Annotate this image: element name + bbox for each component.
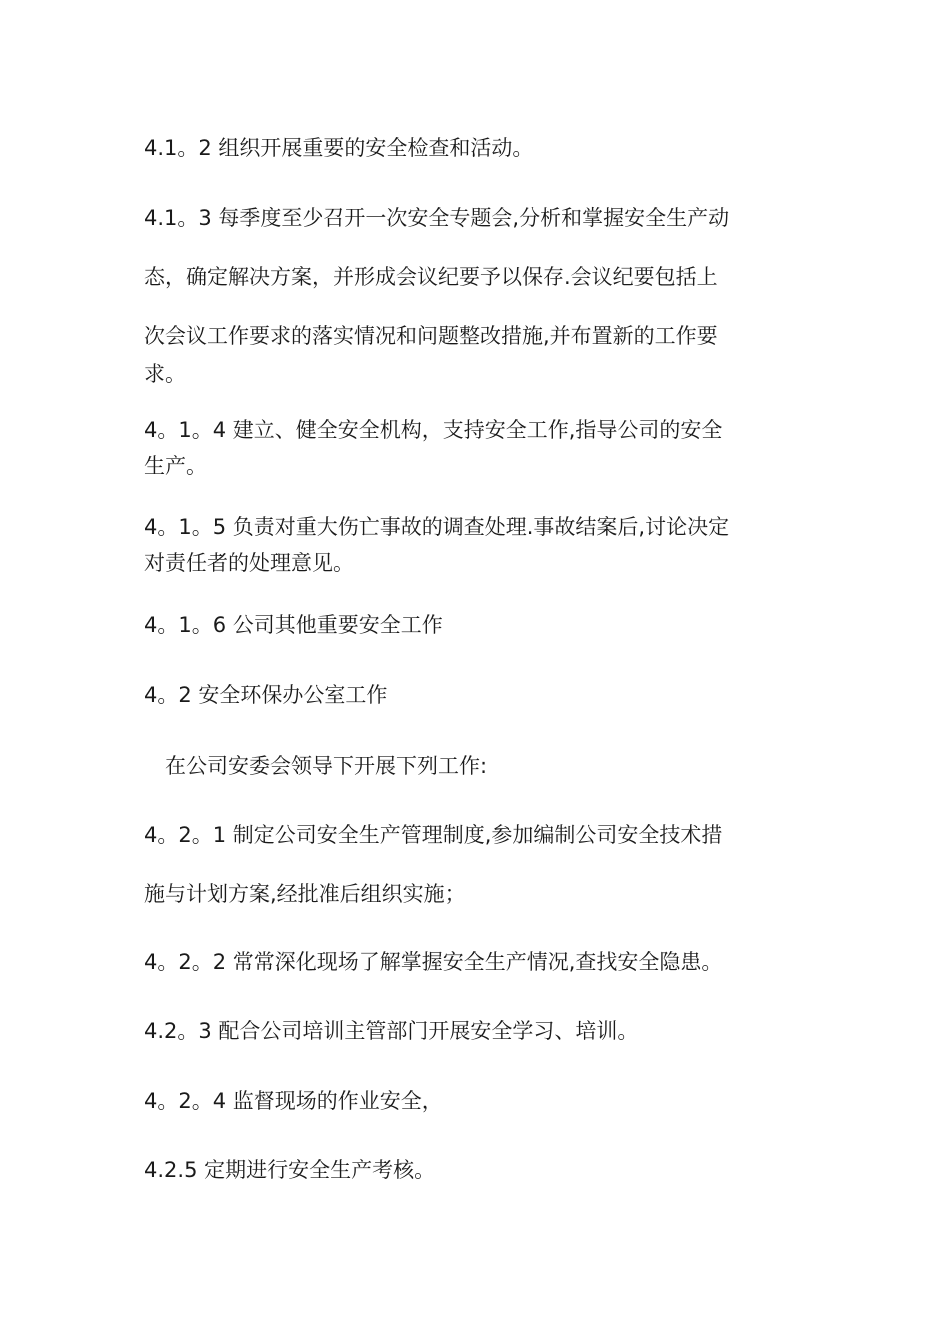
text-line: 4。1。6 公司其他重要安全工作 (144, 613, 443, 637)
paragraph-4-1-3-end (144, 364, 814, 385)
text-line: 求。 (144, 362, 186, 386)
paragraph-4-2-1 (144, 825, 814, 905)
paragraph-4-1-2 (144, 138, 814, 159)
paragraph-4-1-5 (144, 517, 814, 574)
paragraph-4-1-6 (144, 615, 814, 636)
text-line: 态，确定解决方案，并形成会议纪要予以保存.会议纪要包括上 (144, 265, 718, 289)
text-line: 4.2。3 配合公司培训主管部门开展安全学习、培训。 (144, 1019, 639, 1043)
text-line: 4。2。2 常常深化现场了解掌握安全生产情况,查找安全隐患。 (144, 950, 723, 974)
text-line: 生产。 (144, 454, 207, 478)
text-line: 4.1。3 每季度至少召开一次安全专题会,分析和掌握安全生产动 (144, 206, 730, 230)
paragraph-4-1-3 (144, 208, 814, 347)
text-line: 4.2.5 定期进行安全生产考核。 (144, 1158, 436, 1182)
text-line: 4。2。1 制定公司安全生产管理制度,参加编制公司安全技术措 (144, 823, 723, 847)
text-line: 4。1。4 建立、健全安全机构，支持安全工作,指导公司的安全 (144, 418, 723, 442)
text-line: 4。2。4 监督现场的作业安全， (144, 1089, 443, 1113)
paragraph-4-1-4 (144, 420, 814, 477)
paragraph-4-2-3 (144, 1021, 814, 1042)
text-line: 次会议工作要求的落实情况和问题整改措施,并布置新的工作要 (144, 324, 718, 348)
text-line: 4.1。2 组织开展重要的安全检查和活动。 (144, 136, 534, 160)
text-line: 在公司安委会领导下开展下列工作: (165, 754, 488, 778)
paragraph-4-2-2 (144, 952, 814, 973)
text-line: 对责任者的处理意见。 (144, 551, 354, 575)
text-line: 4。2 安全环保办公室工作 (144, 683, 388, 707)
text-line: 施与计划方案,经批准后组织实施； (144, 882, 466, 906)
paragraph-4-2-4 (144, 1091, 814, 1112)
paragraph-intro (165, 756, 835, 777)
section-heading-4-2 (144, 685, 814, 706)
text-line: 4。1。5 负责对重大伤亡事故的调查处理.事故结案后,讨论决定 (144, 515, 730, 539)
paragraph-4-2-5 (144, 1160, 814, 1181)
